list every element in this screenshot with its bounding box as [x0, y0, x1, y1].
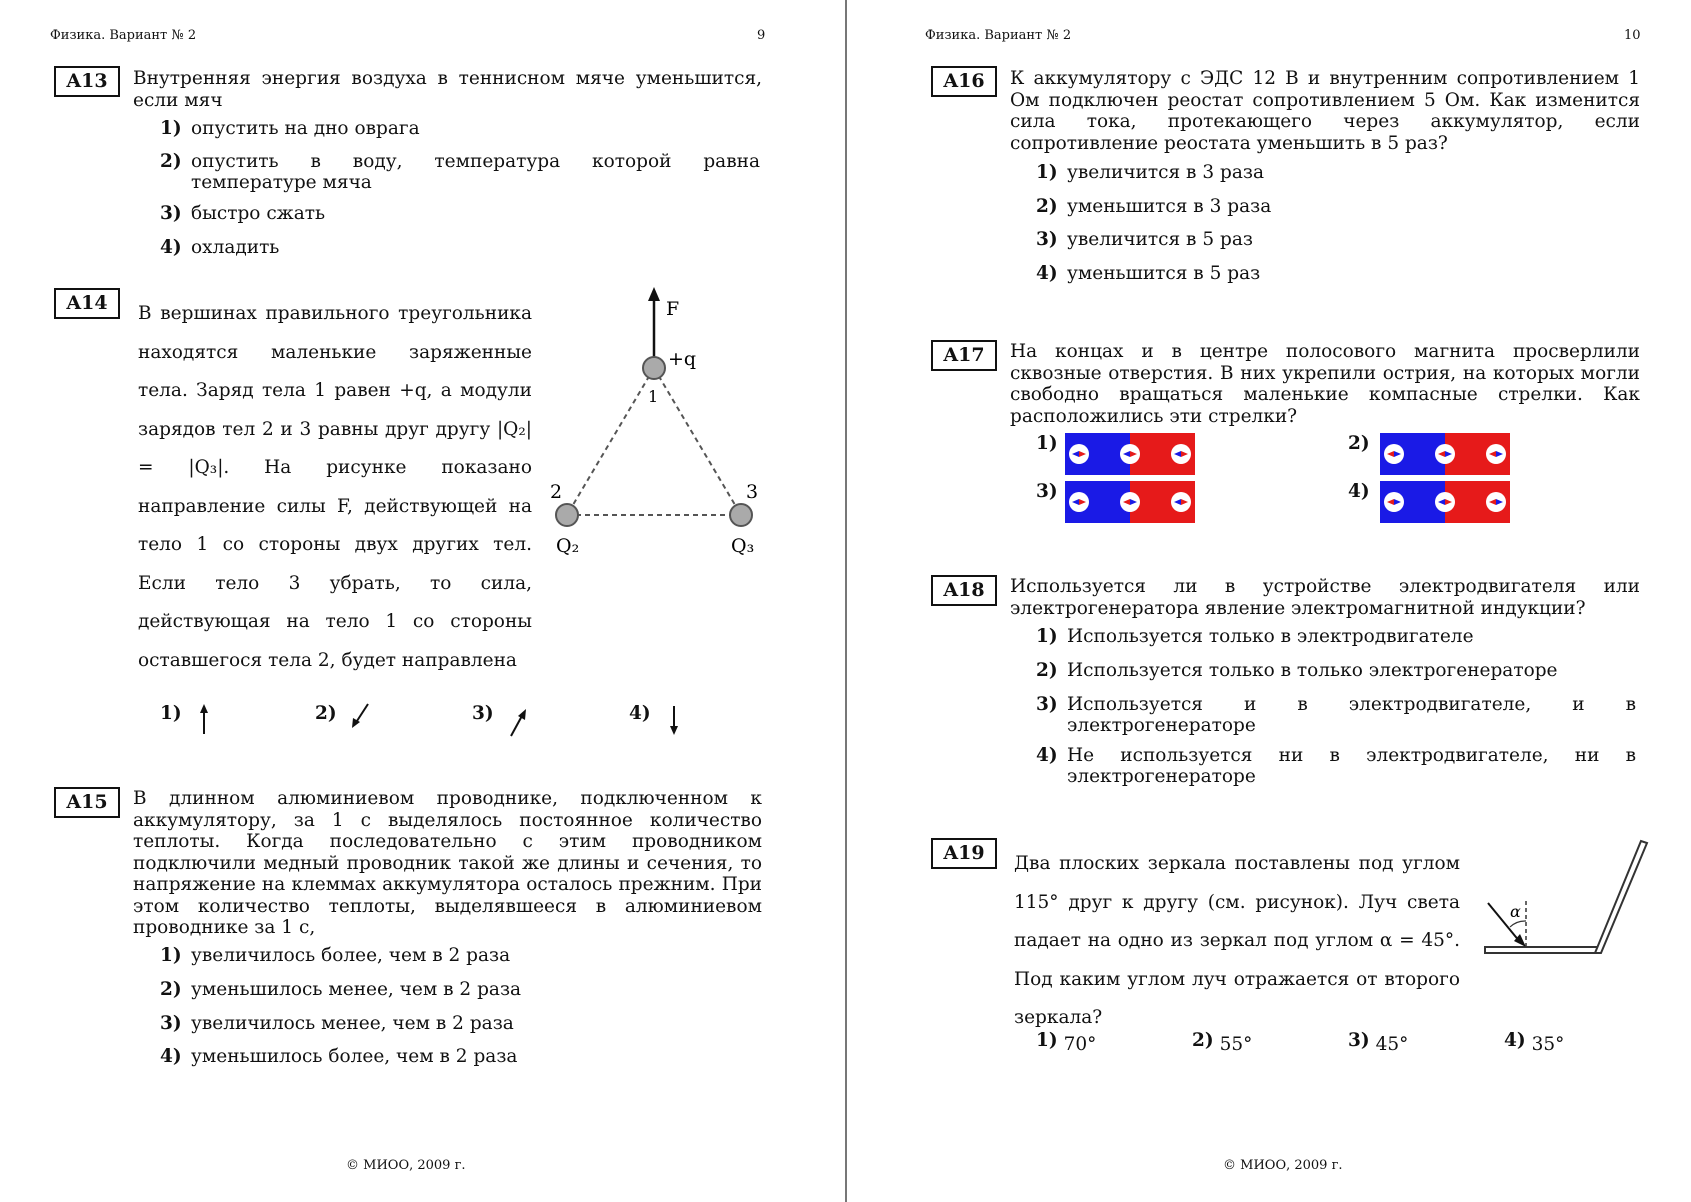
question-label-a19: A19 — [931, 838, 997, 869]
option-number: 4) — [1036, 745, 1058, 766]
vertex-label: 2 — [550, 481, 563, 503]
question-label-a16: A16 — [931, 66, 997, 97]
question-text-a14: В вершинах правильного треугольника находятся маленькие заряженные тела. Заряд тела 1 равен +q, а модули зарядов тел 2 и 3 равны друг другу |Q₂| = |Q₃|. На рисунке показано направление силы F, действующей на тело 1 со стороны двух других тел. Если тело 3 убрать, то сила, действующая на тело 1 со стороны оставшегося тела 2, будет направлена — [138, 303, 532, 671]
option-value: 35° — [1531, 1034, 1565, 1055]
option-text: быстро сжать — [191, 203, 326, 224]
option-text: уменьшилось менее, чем в 2 раза — [191, 979, 522, 1000]
answer-option[interactable] — [160, 151, 760, 193]
option-text: охладить — [191, 237, 280, 258]
option-number: 3) — [1348, 1030, 1370, 1051]
option-number: 4) — [160, 1046, 182, 1067]
answer-option[interactable] — [315, 703, 343, 724]
force-label: F — [666, 298, 680, 320]
option-number: 2) — [1348, 433, 1370, 454]
option-text: опустить в воду, температура которой равна температуре мяча — [191, 151, 760, 193]
answer-option[interactable] — [160, 945, 760, 966]
mirror-horizontal — [1485, 947, 1597, 953]
option-number: 3) — [1036, 694, 1058, 715]
option-text: Используется только в электродвигателе — [1067, 626, 1474, 647]
page-divider — [845, 0, 847, 1202]
vertex-label: 1 — [648, 387, 659, 406]
charge-label-q2: Q₂ — [556, 535, 580, 557]
page-header: Физика. Вариант № 2 — [50, 28, 197, 43]
answer-option[interactable] — [1348, 433, 1376, 454]
magnet-option-4 — [1380, 481, 1510, 523]
charge-label-q3: Q₃ — [731, 535, 755, 557]
answer-option[interactable] — [1348, 481, 1376, 502]
angle-arc — [1510, 921, 1526, 927]
option-number: 4) — [1036, 263, 1058, 284]
answer-option[interactable] — [1036, 745, 1636, 787]
option-text: Используется только в только электрогенераторе — [1067, 660, 1558, 681]
option-text: увеличилось менее, чем в 2 раза — [191, 1013, 514, 1034]
charge-body-2 — [556, 504, 578, 526]
answer-option[interactable] — [160, 1046, 760, 1067]
option-text: увеличится в 5 раз — [1067, 229, 1253, 250]
question-text-a19: Два плоских зеркала поставлены под углом 115° друг к другу (см. рисунок). Луч света падает на одно из зеркал под углом α = 45°. Под каким углом луч отражается от второго зеркала? — [1014, 853, 1460, 1028]
option-number: 4) — [1504, 1030, 1526, 1051]
answer-option[interactable] — [1504, 1030, 1564, 1055]
answer-option[interactable] — [1036, 263, 1636, 284]
answer-option[interactable] — [1036, 196, 1636, 217]
option-number: 4) — [160, 237, 182, 258]
question-label-a18: A18 — [931, 575, 997, 606]
page-number: 10 — [1624, 28, 1641, 43]
option-number: 4) — [629, 703, 651, 724]
mirrors-figure — [1480, 835, 1650, 965]
answer-option[interactable] — [629, 703, 657, 724]
option-number: 1) — [1036, 433, 1058, 454]
left-page — [0, 0, 845, 1202]
magnet-option-2 — [1380, 433, 1510, 475]
question-label-a15: A15 — [54, 787, 120, 818]
option-number: 1) — [160, 945, 182, 966]
question-label-a17: A17 — [931, 340, 997, 371]
triangle-side — [567, 368, 654, 515]
question-text-a18: Используется ли в устройстве электродвигателя или электрогенератора явление электромагнитной индукции? — [1010, 576, 1640, 619]
charges-triangle-figure — [540, 285, 780, 565]
option-number: 3) — [1036, 229, 1058, 250]
answer-option[interactable] — [1348, 1030, 1408, 1055]
answer-option[interactable] — [1192, 1030, 1252, 1055]
arrow-down-icon — [666, 706, 682, 736]
option-value: 70° — [1063, 1034, 1097, 1055]
answer-option[interactable] — [160, 237, 760, 258]
force-arrowhead — [648, 287, 660, 301]
option-value: 45° — [1375, 1034, 1409, 1055]
option-number: 2) — [160, 979, 182, 1000]
answer-option[interactable] — [1036, 660, 1636, 681]
question-label-a13: A13 — [54, 66, 120, 97]
page-footer: © МИОО, 2009 г. — [1223, 1158, 1343, 1173]
charge-body-1 — [643, 357, 665, 379]
charge-body-3 — [730, 504, 752, 526]
option-number: 2) — [160, 151, 182, 172]
option-text: опустить на дно оврага — [191, 118, 420, 139]
option-text: Не используется ни в электродвигателе, ни в электрогенераторе — [1067, 745, 1636, 787]
option-number: 2) — [1036, 660, 1058, 681]
arrow-down-left-icon — [350, 702, 374, 730]
question-text-a15: В длинном алюминиевом проводнике, подключенном к аккумулятору, за 1 с выделялось постоянное количество теплоты. Когда последовательно с этим проводником подключили медный проводник такой же длины и сечения, то напряжение на клеммах аккумулятора осталось прежним. При этом количество теплоты, выделявшееся в алюминиевом проводнике за 1 с, — [133, 788, 762, 938]
option-number: 1) — [1036, 626, 1058, 647]
question-text-a16: К аккумулятору с ЭДС 12 В и внутренним сопротивлением 1 Ом подключен реостат сопротивлением 5 Ом. Как изменится сила тока, протекающего через аккумулятор, если сопротивление реостата уменьшить в 5 раз? — [1010, 68, 1640, 154]
arrow-up-right-icon — [508, 708, 530, 738]
option-text: уменьшится в 5 раз — [1067, 263, 1261, 284]
mirror-inclined — [1595, 841, 1647, 953]
page-footer: © МИОО, 2009 г. — [346, 1158, 466, 1173]
option-value: 55° — [1219, 1034, 1253, 1055]
magnet-option-1 — [1065, 433, 1195, 475]
answer-option[interactable] — [1036, 162, 1636, 183]
option-text: уменьшится в 3 раза — [1067, 196, 1272, 217]
right-page — [848, 0, 1691, 1202]
answer-option[interactable] — [160, 1013, 760, 1034]
answer-option[interactable] — [1036, 626, 1636, 647]
answer-option[interactable] — [160, 703, 188, 724]
page-header: Физика. Вариант № 2 — [925, 28, 1072, 43]
option-number: 3) — [160, 1013, 182, 1034]
arrow-up-icon — [196, 704, 212, 736]
option-number: 1) — [160, 118, 182, 139]
angle-alpha-label: α — [1510, 902, 1521, 921]
question-text-a13: Внутренняя энергия воздуха в теннисном мяче уменьшится, если мяч — [133, 68, 762, 111]
answer-option[interactable] — [472, 703, 500, 724]
option-number: 3) — [1036, 481, 1058, 502]
vertex-label: 3 — [746, 481, 759, 503]
magnet-option-3 — [1065, 481, 1195, 523]
question-text-a17: На концах и в центре полосового магнита просверлили сквозные отверстия. В них укрепили острия, на которых могли свободно вращаться маленькие компасные стрелки. Как расположились эти стрелки? — [1010, 341, 1640, 427]
page-number: 9 — [757, 28, 766, 43]
answer-option[interactable] — [160, 979, 760, 1000]
option-number: 3) — [472, 703, 494, 724]
option-number: 4) — [1348, 481, 1370, 502]
answer-option[interactable] — [1036, 481, 1064, 502]
answer-option[interactable] — [160, 118, 760, 139]
option-number: 1) — [1036, 1030, 1058, 1051]
option-text: увеличится в 3 раза — [1067, 162, 1264, 183]
option-number: 2) — [1192, 1030, 1214, 1051]
option-number: 2) — [1036, 196, 1058, 217]
question-label-a14: A14 — [54, 288, 120, 319]
option-number: 1) — [160, 703, 182, 724]
answer-option[interactable] — [1036, 694, 1636, 736]
option-number: 3) — [160, 203, 182, 224]
answer-option[interactable] — [160, 203, 760, 224]
option-number: 1) — [1036, 162, 1058, 183]
answer-option[interactable] — [1036, 229, 1636, 250]
charge-label: +q — [668, 348, 697, 370]
option-text: увеличилось более, чем в 2 раза — [191, 945, 511, 966]
triangle-side — [654, 368, 741, 515]
answer-option[interactable] — [1036, 1030, 1096, 1055]
option-text: уменьшилось более, чем в 2 раза — [191, 1046, 518, 1067]
option-text: Используется и в электродвигателе, и в электрогенераторе — [1067, 694, 1636, 736]
option-number: 2) — [315, 703, 337, 724]
answer-option[interactable] — [1036, 433, 1064, 454]
